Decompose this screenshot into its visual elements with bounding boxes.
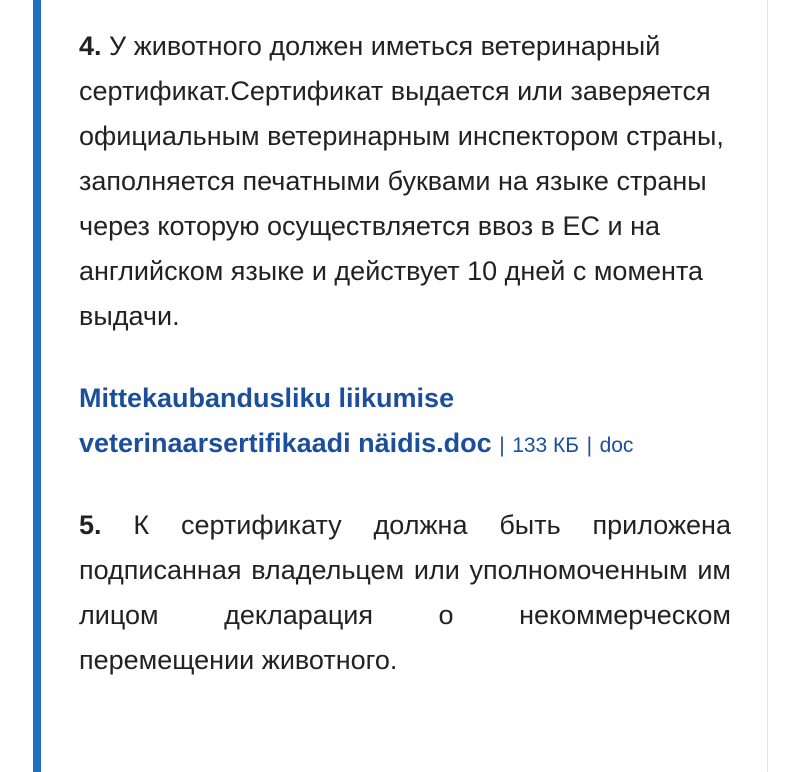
item-5-text: К сертификату должна быть приложена подписанная владельцем или уполномоченным им лицом декларация о некоммерческом перемещении животного. bbox=[79, 510, 731, 675]
paragraph-item-5 bbox=[79, 503, 731, 683]
attachment-separator-2: | bbox=[586, 434, 593, 457]
item-5-number: 5. bbox=[79, 510, 102, 540]
article-content bbox=[79, 24, 731, 683]
accent-bar bbox=[33, 0, 41, 772]
attachment-download-link[interactable]: Mittekaubandusliku liikumise veterinaarsertifikaadi näidis.doc bbox=[79, 383, 492, 458]
item-4-text: У животного должен иметься ветеринарный сертификат.Сертификат выдается или заверяется официальным ветеринарным инспектором страны, заполняется печатными буквами на языке страны через которую осуществляется ввоз в ЕС и на английском языке и действует 10 дней с момента выдачи. bbox=[79, 31, 724, 331]
attachment-file-size: 133 КБ bbox=[512, 434, 580, 457]
item-4-number: 4. bbox=[79, 31, 102, 61]
attachment-row bbox=[79, 376, 731, 468]
page-edge-divider bbox=[767, 0, 768, 772]
attachment-separator-1: | bbox=[499, 434, 505, 457]
paragraph-item-4 bbox=[79, 24, 731, 339]
attachment-file-type: doc bbox=[599, 434, 634, 457]
